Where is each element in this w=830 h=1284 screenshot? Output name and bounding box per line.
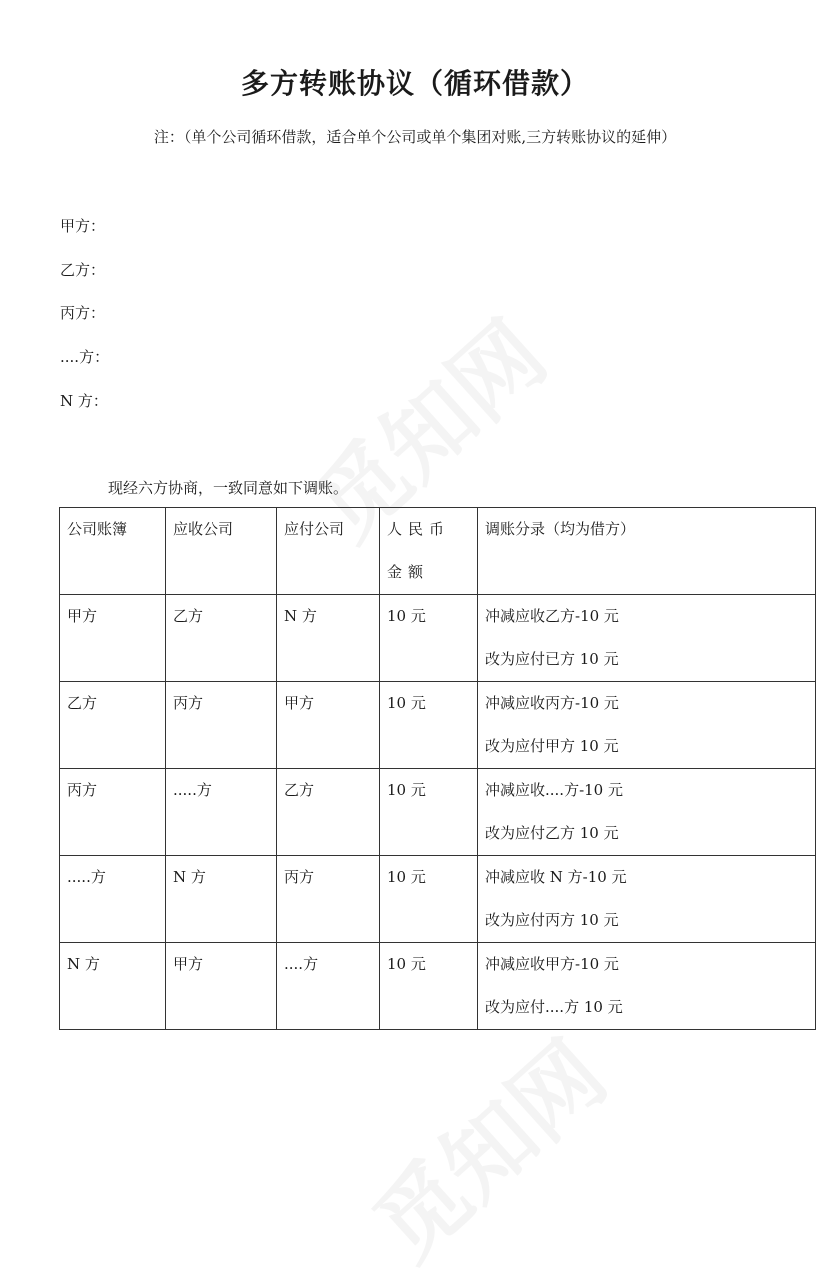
cell-receivable: .....方 [166, 769, 277, 856]
cell-book: 丙方 [60, 769, 166, 856]
cell-entry [478, 595, 816, 682]
cell-amount: 10 元 [380, 943, 478, 1030]
header-payable: 应付公司 [277, 508, 380, 595]
watermark-bottom [341, 1006, 629, 1283]
cell-amount: 10 元 [380, 682, 478, 769]
party-line-c: 丙方： [60, 304, 106, 322]
cell-amount: 10 元 [380, 595, 478, 682]
cell-receivable: 甲方 [166, 943, 277, 1030]
party-line-a: 甲方： [60, 217, 106, 235]
table-row [60, 769, 816, 856]
table-row [60, 856, 816, 943]
cell-payable: 甲方 [277, 682, 380, 769]
cell-entry [478, 943, 816, 1030]
entry-line-2: 改为应付已方 10 元 [485, 650, 619, 668]
header-amount: 人民币金额 [380, 508, 478, 595]
cell-receivable: 丙方 [166, 682, 277, 769]
cell-amount: 10 元 [380, 856, 478, 943]
entry-line-2: 改为应付....方 10 元 [485, 998, 623, 1016]
document-title: 多方转账协议（循环借款） [240, 67, 589, 100]
entry-line-2: 改为应付乙方 10 元 [485, 824, 619, 842]
party-line-etc: ....方： [60, 348, 110, 366]
cell-payable: N 方 [277, 595, 380, 682]
table-row [60, 682, 816, 769]
header-book: 公司账簿 [60, 508, 166, 595]
cell-entry [478, 682, 816, 769]
entry-line-2: 改为应付丙方 10 元 [485, 911, 619, 929]
cell-payable: ....方 [277, 943, 380, 1030]
document-note: 注：（单个公司循环借款，适合单个公司或单个集团对账,三方转账协议的延伸） [153, 128, 677, 146]
entry-line-1: 冲减应收 N 方-10 元 [485, 868, 627, 886]
cell-amount: 10 元 [380, 769, 478, 856]
cell-receivable: N 方 [166, 856, 277, 943]
cell-book: N 方 [60, 943, 166, 1030]
entry-line-1: 冲减应收....方-10 元 [485, 781, 623, 799]
header-entry: 调账分录（均为借方） [478, 508, 816, 595]
table-header-row [60, 508, 816, 595]
entry-line-1: 冲减应收甲方-10 元 [485, 955, 619, 973]
cell-receivable: 乙方 [166, 595, 277, 682]
cell-payable: 丙方 [277, 856, 380, 943]
cell-book: 甲方 [60, 595, 166, 682]
adjustment-table [59, 507, 816, 1030]
header-receivable: 应收公司 [166, 508, 277, 595]
entry-line-1: 冲减应收乙方-10 元 [485, 607, 619, 625]
table-row [60, 943, 816, 1030]
table-row [60, 595, 816, 682]
cell-entry [478, 769, 816, 856]
entry-line-2: 改为应付甲方 10 元 [485, 737, 619, 755]
intro-text: 现经六方协商，一致同意如下调账。 [108, 479, 349, 497]
party-line-b: 乙方： [60, 261, 106, 279]
cell-entry [478, 856, 816, 943]
cell-book: .....方 [60, 856, 166, 943]
entry-line-1: 冲减应收丙方-10 元 [485, 694, 619, 712]
party-line-n: N 方： [60, 392, 108, 410]
cell-book: 乙方 [60, 682, 166, 769]
cell-payable: 乙方 [277, 769, 380, 856]
